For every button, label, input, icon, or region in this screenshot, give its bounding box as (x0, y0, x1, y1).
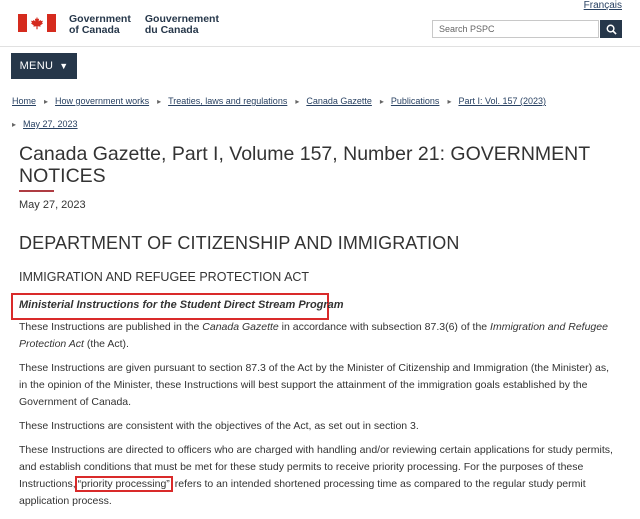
breadcrumb-publications[interactable]: Publications (390, 96, 440, 106)
paragraph-pursuant: These Instructions are given pursuant to section 87.3 of the Act by the Minister of Citizenship and Immigration (the Minister) as, in the opinion of the Minister, these Instructions will best support the attainment of the immigration goals established by the Government of Canada. (19, 362, 610, 408)
chevron-down-icon: ▼ (59, 61, 69, 71)
breadcrumb-home[interactable]: Home (12, 96, 37, 106)
menu-button[interactable] (11, 53, 77, 79)
search-icon (606, 24, 617, 35)
header-divider (0, 46, 640, 47)
breadcrumb-separator-icon: ▸ (447, 97, 452, 106)
instructions-subheading: Ministerial Instructions for the Student Direct Stream Program (19, 299, 344, 311)
paragraph-publication-notice: These Instructions are published in the Canada Gazette in accordance with subsection 87.3(6) of the Immigration and Refugee Protection Act (the Act). (19, 321, 608, 350)
paragraph-consistent: These Instructions are consistent with the objectives of the Act, as set out in section 3. (19, 420, 419, 432)
language-toggle-link[interactable]: Français (583, 0, 622, 11)
breadcrumb-separator-icon: ▸ (295, 97, 300, 106)
search-button[interactable] (600, 20, 622, 38)
government-of-canada-signature[interactable] (18, 14, 219, 36)
breadcrumb-separator-icon: ▸ (44, 97, 49, 106)
breadcrumb-separator-icon: ▸ (157, 97, 162, 106)
department-heading: DEPARTMENT OF CITIZENSHIP AND IMMIGRATION (19, 233, 460, 253)
government-of-canada-wordmark: Government of Canada (69, 13, 131, 36)
paragraph-directed-to-officers: These Instructions are directed to officers who are charged with handling and/or reviewing certain applications for study permits, and establish conditions that must be met for these study permits to receive priority processing. For the purposes of these Instructions, “priority processing” refers to an intended shortened processing time as compared to the regular study permit application process. (19, 444, 613, 507)
title-underline (19, 190, 54, 192)
breadcrumb (12, 90, 622, 136)
page-title: Canada Gazette, Part I, Volume 157, Number 21: GOVERNMENT NOTICES (19, 143, 590, 187)
menu-label: MENU (19, 60, 54, 72)
act-heading: IMMIGRATION AND REFUGEE PROTECTION ACT (19, 270, 310, 284)
breadcrumb-separator-icon: ▸ (12, 120, 17, 129)
gouvernement-du-canada-wordmark: Gouvernement du Canada (144, 13, 219, 36)
breadcrumb-canada-gazette[interactable]: Canada Gazette (306, 96, 372, 106)
breadcrumb-part-i-vol-157[interactable]: Part I: Vol. 157 (2023) (458, 96, 547, 106)
publication-date: May 27, 2023 (19, 199, 86, 211)
breadcrumb-may-27-2023[interactable]: May 27, 2023 (23, 119, 78, 129)
search-input[interactable]: Search PSPC (432, 20, 599, 38)
breadcrumb-treaties-laws-regulations[interactable]: Treaties, laws and regulations (168, 96, 288, 106)
priority-processing-highlight: “priority processing” (75, 476, 173, 492)
breadcrumb-how-government-works[interactable]: How government works (55, 96, 150, 106)
breadcrumb-separator-icon: ▸ (379, 97, 384, 106)
canada-flag-icon (18, 14, 56, 32)
